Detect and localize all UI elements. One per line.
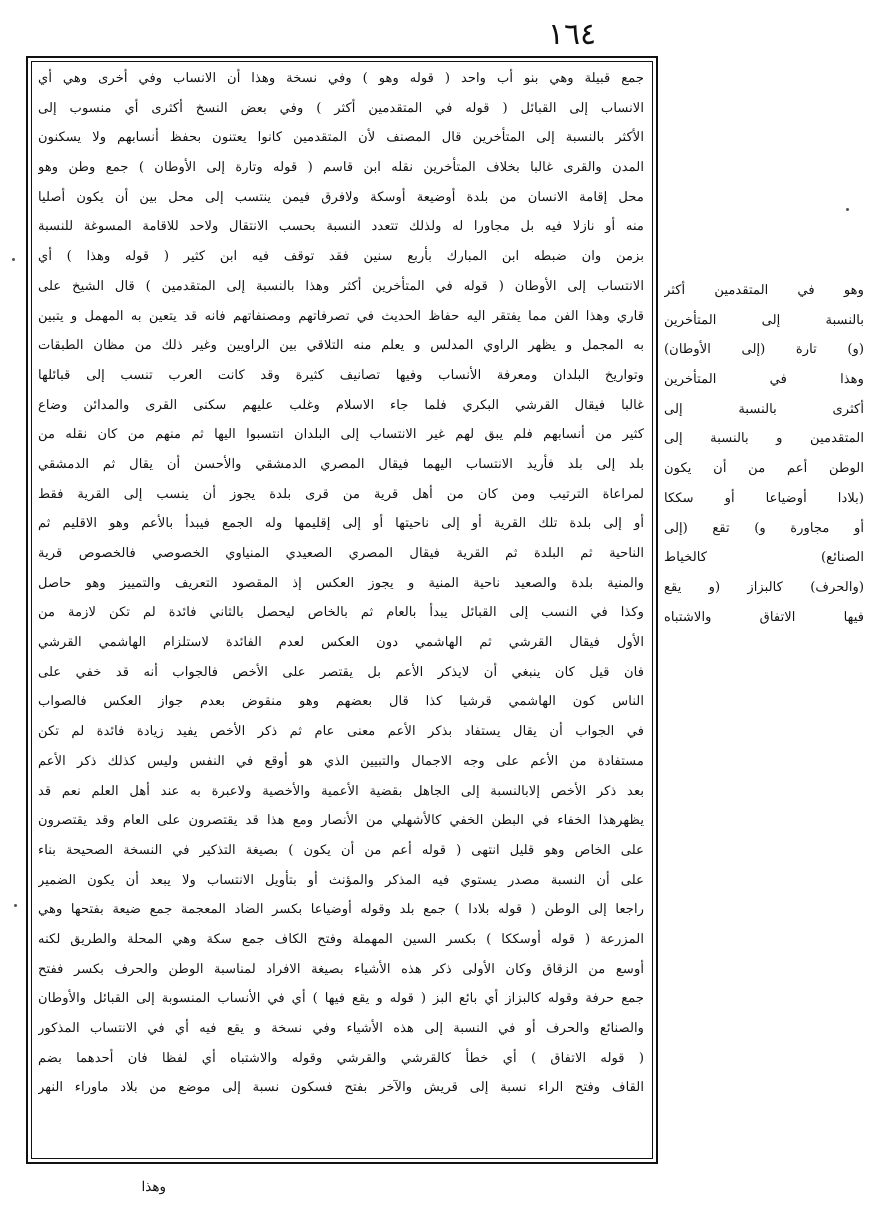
main-text-frame bbox=[26, 56, 658, 1164]
text-line: محل إقامة الانسان من بلدة أوضيعة أوسكة ولافرق فيمن ينتسب إلى محل بين أن يكون أصليا bbox=[38, 189, 644, 205]
text-line: بلد إلى بلد فأريد الانتساب اليهما فيقال المصري الدمشقي والأحسن أن يقال ثم الدمشقي bbox=[38, 456, 644, 472]
text-line: الأول فيقال القرشي ثم الهاشمي دون العكس لعدم الفائدة لاستلزام الهاشمي القرشي bbox=[38, 635, 644, 651]
text-line: وكذا في النسب إلى القبائل يبدأ بالعام ثم بالخاص ليحصل بالثاني فائدة لم تكن لازمة من bbox=[38, 605, 644, 621]
text-line: قاري وهذا الفن مما يفتقر اليه حفاظ الحديث في تصرفاتهم ومصنفاتهم فانه قد يتعين به المهمل و يتبين bbox=[38, 308, 644, 324]
text-line: أو مجاورة و) تقع (إلى bbox=[664, 520, 864, 536]
text-line: جمع قبيلة وهي بنو أب واحد ( قوله وهو ) وفي نسخة وهذا أن الانساب وفي أخرى وهي أي bbox=[38, 71, 644, 86]
text-line: (والحرف) كالبزاز (و يقع bbox=[664, 579, 864, 595]
text-line: أو إلى بلدة تلك القرية أو إلى ناحيتها أو إلى إقليمها وله الجمع فيبدأ بالأعم وهو الاقليم ثم bbox=[38, 516, 644, 532]
text-line: وتواريخ البلدان ومعرفة الأنساب وفيها تصانيف كثيرة وقد كانت العرب تنسب إلى قبائلها bbox=[38, 367, 644, 383]
margin-matn-text bbox=[664, 276, 864, 632]
text-line: منه أو نازلا فيه بل مجاورا له ولذلك تتعدد النسبة بحسب الانتقال ولاحد للاقامة المسوغة للنسبة bbox=[38, 219, 644, 235]
text-line: مستفادة من الأعم على وجه الاجمال والتبيين الذي هو أوقع في النفس وليس كذلك ذكر الأعم bbox=[38, 753, 644, 769]
text-line: (بلادا أوضياعا أو سككا bbox=[664, 490, 864, 506]
text-line: أكثرى بالنسبة إلى bbox=[664, 401, 864, 417]
text-line: والمنية بلدة والصعيد ناحية المنية و يجوز العكس إذ المقصود التعريف والتمييز وهو حاصل bbox=[38, 575, 644, 591]
text-line: والصنائع والحرف أو في النسبة إلى هذه الأشياء وفي نسخة و يقع فيه أي في الانتساب المذكور bbox=[38, 1021, 644, 1036]
text-line: بعد ذكر الأخص إلابالنسبة إلى الجاهل بقضية الأعمية والأخصية ولاعبرة به عند أهل العلم نعم قد bbox=[38, 783, 644, 799]
text-line: غالبا فيقال القرشي البكري فلما جاء الاسلام وغلب عليهم سكنى القرى والمدائن وضاع bbox=[38, 397, 644, 413]
text-line: بالنسبة إلى المتأخرين bbox=[664, 312, 864, 328]
text-line: المتقدمين و بالنسبة إلى bbox=[664, 431, 864, 447]
text-line: الانتساب إلى الأوطان ( قوله في المتأخرين أكثر وهذا بالنسبة إلى المتقدمين ) قال الشيخ على bbox=[38, 278, 644, 294]
text-line: وهذا في المتأخرين bbox=[664, 372, 864, 388]
text-line: لمراعاة الترتيب ومن كان من أهل قرية من قرى بلدة يجوز أن ينسب إلى القرية فقط bbox=[38, 486, 644, 502]
text-line: فيها الاتفاق والاشتباه bbox=[664, 609, 864, 625]
text-line: الصنائع) كالخياط bbox=[664, 550, 864, 566]
text-line: راجعا إلى الوطن ( قوله بلادا ) جمع بلد وقوله أوضياعا بكسر الضاد المعجمة جمع ضيعة بفتحها وهي bbox=[38, 902, 644, 918]
text-line: يظهرهذا الخفاء في البطن الخفي كالأشهلي من الأنصار ومع هذا قد يقتصرون على العام وقد يقتصرون bbox=[38, 813, 644, 829]
text-line: كثير من أنسابهم فلم يبق لهم غير الانتساب إلى البلدان انتسبوا اليها ثم منهم من كان نقله من bbox=[38, 427, 644, 443]
text-line: المزرعة ( قوله أوسككا ) بكسر السين المهملة وفتح الكاف جمع سكة وهي المحلة والطريق لكنه bbox=[38, 931, 644, 947]
commentary-text bbox=[38, 64, 644, 1103]
text-line: جمع حرفة وقوله كالبزاز أي بائع البز ( قوله و يقع فيها ) أي في الأنساب المنسوبة إلى القبائل والأوطان bbox=[38, 991, 644, 1007]
page-number: ١٦٤ bbox=[547, 17, 597, 52]
text-line: (و) تارة (إلى الأوطان) bbox=[664, 342, 864, 358]
text-line: به المجمل و يظهر الراوي المدلس و يعلم منه التلاقي بين الراويين وغير ذلك من مظان الطبقات bbox=[38, 338, 644, 354]
text-line: على أن النسبة مصدر يستوي فيه المذكر والمؤنث أو بتأويل الانتساب ولا يبعد أن يكون الضمير bbox=[38, 872, 644, 888]
page-speck bbox=[846, 208, 849, 211]
text-line: بزمن وان ضبطه ابن المبارك بأربع سنين فقد توقف فيه ابن كثير ( قوله وهذا ) أي bbox=[38, 249, 644, 265]
page-speck bbox=[12, 258, 15, 261]
text-line: أوسع من الزقاق وكان الأولى ذكر هذه الأشياء بصيغة الافراد لمناسبة الوطن والحرف بكسر ففتح bbox=[38, 961, 644, 977]
text-line: الناحية ثم البلدة ثم القرية فيقال المصري الصعيدي المنياوي الخصوصي فالخصوص قرية bbox=[38, 546, 644, 561]
text-line: ( قوله الاتفاق ) أي خطأ كالقرشي والقرشي وقوله والاشتباه أي لفظا فان أحدهما بضم bbox=[38, 1050, 644, 1066]
text-line: الوطن أعم من أن يكون bbox=[664, 461, 864, 477]
text-line: الانساب إلى القبائل ( قوله في المتقدمين أكثر ) وفي بعض النسخ أكثرى أي منسوب إلى bbox=[38, 100, 644, 116]
text-line: الناس كون الهاشمي قرشيا كذا قال بعضهم وهو منقوض بعدم جواز العكس فالصواب bbox=[38, 694, 644, 710]
text-line: القاف وفتح الراء نسبة إلى قريش والآخر بفتح فسكون نسبة إلى موضع من بلاد ماوراء النهر bbox=[38, 1080, 644, 1096]
text-line: الأكثر بالنسبة إلى المتأخرين قال المصنف لأن المتقدمين كانوا يعتنون بحفظ أنسابهم ولا يسكنون bbox=[38, 130, 644, 146]
text-line: على الخاص وهو قليل انتهى ( قوله أعم من أن يكون ) بصيغة التذكير في النسخة الصحيحة بناء bbox=[38, 842, 644, 858]
text-line: في الجواب أن يقال يستفاد بذكر الأعم معنى عام ثم ذكر الأخص يفيد زيادة فائدة لم تكن bbox=[38, 724, 644, 740]
text-line: وهو في المتقدمين أكثر bbox=[664, 283, 864, 298]
text-line: المدن والقرى غالبا بخلاف المتأخرين نقله ابن قاسم ( قوله وتارة إلى الأوطان ) جمع وطن وهو bbox=[38, 160, 644, 176]
page-speck bbox=[14, 904, 17, 907]
catchword: وهذا bbox=[141, 1179, 166, 1195]
text-line: فان قيل كان ينبغي أن لايذكر الأعم بل يقتصر على الأخص فالجواب أنه قد خفي على bbox=[38, 664, 644, 680]
